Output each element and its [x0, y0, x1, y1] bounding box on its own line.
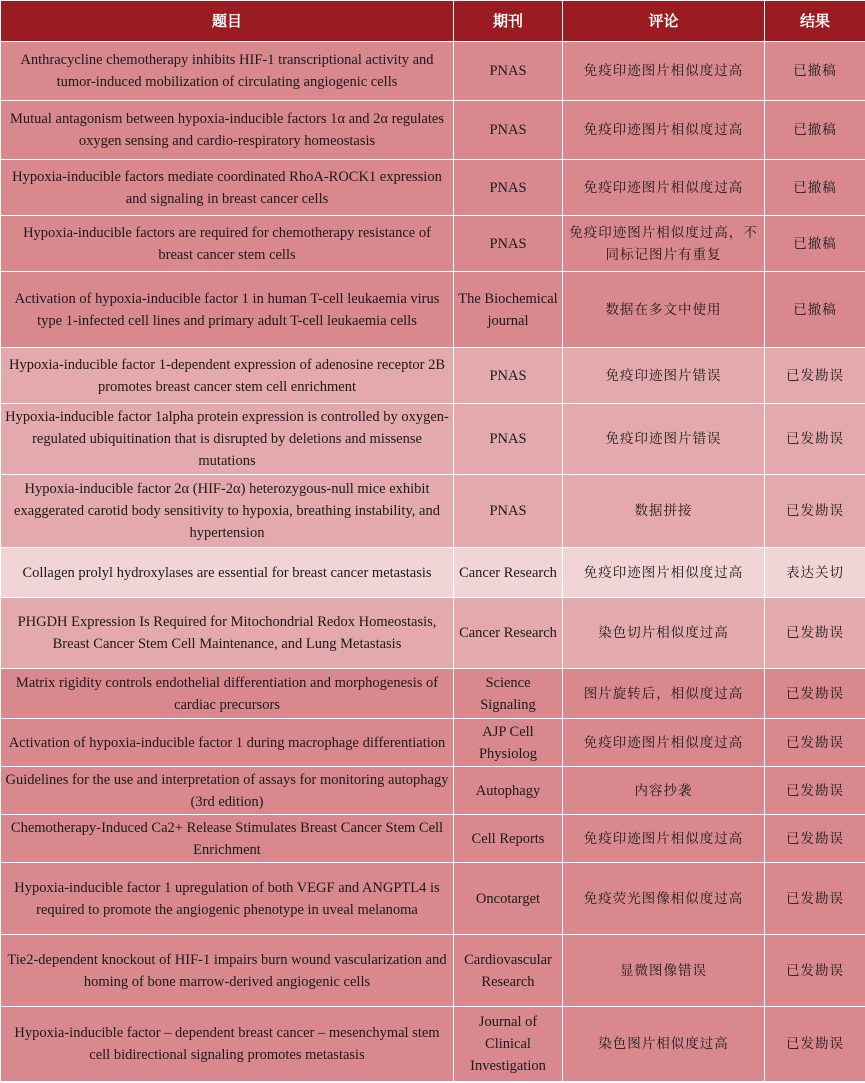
- table-row: [1, 404, 865, 475]
- header-journal: 期刊: [454, 1, 563, 42]
- journal-cell: Cancer Research: [454, 598, 563, 669]
- result-cell: 已发勘误: [765, 669, 865, 719]
- title-cell: Hypoxia-inducible factors are required for chemotherapy resistance of breast cancer stem cells: [1, 216, 454, 272]
- comment-cell: 免疫印迹图片相似度过高: [563, 42, 765, 101]
- table-row: [1, 42, 865, 101]
- title-cell: Tie2-dependent knockout of HIF-1 impairs burn wound vascularization and homing of bone marrow-derived angiogenic cells: [1, 935, 454, 1007]
- comment-cell: 免疫印迹图片相似度过高: [563, 101, 765, 160]
- table-body: [1, 42, 865, 1082]
- comment-cell: 数据拼接: [563, 475, 765, 548]
- title-cell: Hypoxia-inducible factor – dependent breast cancer – mesenchymal stem cell bidirectional signaling promotes metastasis: [1, 1007, 454, 1082]
- table-row: [1, 348, 865, 404]
- journal-cell: PNAS: [454, 348, 563, 404]
- table-row: [1, 669, 865, 719]
- journal-cell: PNAS: [454, 160, 563, 216]
- result-cell: 已发勘误: [765, 1007, 865, 1082]
- table-row: [1, 475, 865, 548]
- comment-cell: 免疫印迹图片错误: [563, 404, 765, 475]
- result-cell: 已发勘误: [765, 815, 865, 863]
- result-cell: 已撤稿: [765, 160, 865, 216]
- journal-cell: Journal of Clinical Investigation: [454, 1007, 563, 1082]
- comment-cell: 染色图片相似度过高: [563, 1007, 765, 1082]
- header-title: 题目: [1, 1, 454, 42]
- title-cell: Activation of hypoxia-inducible factor 1 in human T-cell leukaemia virus type 1-infected cell lines and primary adult T-cell leukaemia cells: [1, 272, 454, 348]
- comment-cell: 内容抄袭: [563, 767, 765, 815]
- comment-cell: 显微图像错误: [563, 935, 765, 1007]
- header-comment: 评论: [563, 1, 765, 42]
- table-row: [1, 719, 865, 767]
- journal-cell: PNAS: [454, 404, 563, 475]
- title-cell: Hypoxia-inducible factors mediate coordinated RhoA-ROCK1 expression and signaling in breast cancer cells: [1, 160, 454, 216]
- journal-cell: Cell Reports: [454, 815, 563, 863]
- result-cell: 已撤稿: [765, 42, 865, 101]
- comment-cell: 数据在多文中使用: [563, 272, 765, 348]
- journal-cell: AJP Cell Physiolog: [454, 719, 563, 767]
- table-row: [1, 101, 865, 160]
- title-cell: Matrix rigidity controls endothelial differentiation and morphogenesis of cardiac precursors: [1, 669, 454, 719]
- journal-cell: PNAS: [454, 101, 563, 160]
- journal-cell: Cardiovascular Research: [454, 935, 563, 1007]
- title-cell: Hypoxia-inducible factor 1-dependent expression of adenosine receptor 2B promotes breast cancer stem cell enrichment: [1, 348, 454, 404]
- title-cell: Guidelines for the use and interpretation of assays for monitoring autophagy (3rd edition): [1, 767, 454, 815]
- title-cell: Anthracycline chemotherapy inhibits HIF-1 transcriptional activity and tumor-induced mobilization of circulating angiogenic cells: [1, 42, 454, 101]
- table-row: [1, 160, 865, 216]
- table-row: [1, 548, 865, 598]
- comment-cell: 图片旋转后，相似度过高: [563, 669, 765, 719]
- journal-cell: PNAS: [454, 216, 563, 272]
- journal-cell: PNAS: [454, 475, 563, 548]
- title-cell: PHGDH Expression Is Required for Mitochondrial Redox Homeostasis, Breast Cancer Stem Cell Maintenance, and Lung Metastasis: [1, 598, 454, 669]
- title-cell: Chemotherapy-Induced Ca2+ Release Stimulates Breast Cancer Stem Cell Enrichment: [1, 815, 454, 863]
- table-row: [1, 767, 865, 815]
- table-row: [1, 598, 865, 669]
- result-cell: 已发勘误: [765, 863, 865, 935]
- comment-cell: 免疫印迹图片错误: [563, 348, 765, 404]
- table-row: [1, 272, 865, 348]
- result-cell: 已发勘误: [765, 404, 865, 475]
- table-row: [1, 935, 865, 1007]
- table-row: [1, 863, 865, 935]
- result-cell: 已撤稿: [765, 272, 865, 348]
- header-row: [1, 1, 865, 42]
- result-cell: 已撤稿: [765, 101, 865, 160]
- comment-cell: 免疫印迹图片相似度过高: [563, 719, 765, 767]
- result-cell: 已发勘误: [765, 475, 865, 548]
- comment-cell: 免疫印迹图片相似度过高: [563, 548, 765, 598]
- comment-cell: 染色切片相似度过高: [563, 598, 765, 669]
- result-cell: 表达关切: [765, 548, 865, 598]
- result-cell: 已发勘误: [765, 348, 865, 404]
- result-cell: 已发勘误: [765, 935, 865, 1007]
- journal-cell: PNAS: [454, 42, 563, 101]
- title-cell: Activation of hypoxia-inducible factor 1 during macrophage differentiation: [1, 719, 454, 767]
- result-cell: 已发勘误: [765, 598, 865, 669]
- result-cell: 已撤稿: [765, 216, 865, 272]
- comment-cell: 免疫印迹图片相似度过高，不同标记图片有重复: [563, 216, 765, 272]
- table-row: [1, 815, 865, 863]
- table-row: [1, 216, 865, 272]
- journal-cell: Oncotarget: [454, 863, 563, 935]
- header-result: 结果: [765, 1, 865, 42]
- result-cell: 已发勘误: [765, 767, 865, 815]
- journal-cell: The Biochemical journal: [454, 272, 563, 348]
- result-cell: 已发勘误: [765, 719, 865, 767]
- journal-cell: Science Signaling: [454, 669, 563, 719]
- comment-cell: 免疫荧光图像相似度过高: [563, 863, 765, 935]
- journal-cell: Autophagy: [454, 767, 563, 815]
- title-cell: Hypoxia-inducible factor 1 upregulation of both VEGF and ANGPTL4 is required to promote the angiogenic phenotype in uveal melanoma: [1, 863, 454, 935]
- journal-cell: Cancer Research: [454, 548, 563, 598]
- title-cell: Hypoxia-inducible factor 1alpha protein expression is controlled by oxygen-regulated ubiquitination that is disrupted by deletions and missense mutations: [1, 404, 454, 475]
- table-row: [1, 1007, 865, 1082]
- title-cell: Hypoxia-inducible factor 2α (HIF-2α) heterozygous-null mice exhibit exaggerated carotid body sensitivity to hypoxia, breathing instability, and hypertension: [1, 475, 454, 548]
- comment-cell: 免疫印迹图片相似度过高: [563, 160, 765, 216]
- title-cell: Mutual antagonism between hypoxia-inducible factors 1α and 2α regulates oxygen sensing and cardio-respiratory homeostasis: [1, 101, 454, 160]
- title-cell: Collagen prolyl hydroxylases are essential for breast cancer metastasis: [1, 548, 454, 598]
- comment-cell: 免疫印迹图片相似度过高: [563, 815, 765, 863]
